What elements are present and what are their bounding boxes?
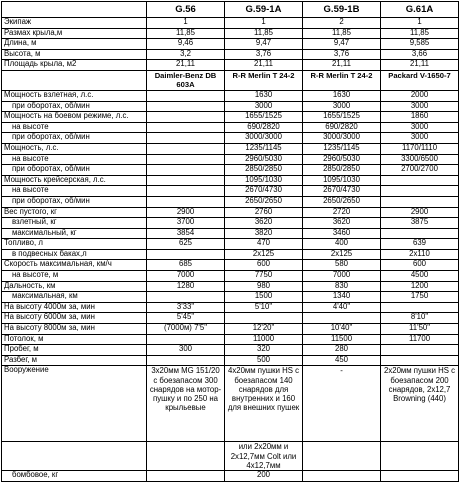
table-cell: 3820 (225, 228, 303, 239)
table-cell: 1630 (225, 90, 303, 101)
table-row (2, 165, 459, 176)
table-cell: 11,85 (303, 28, 381, 39)
table-cell: 8'10" (381, 313, 459, 324)
table-cell: 3,76 (303, 49, 381, 60)
table-cell: 3,2 (147, 49, 225, 60)
table-row (2, 345, 459, 356)
row-label: при оборотах, об/мин (2, 196, 147, 207)
row-label: Вооружение (2, 366, 147, 442)
table-cell: 3,66 (381, 49, 459, 60)
row-label: Топливо, л (2, 239, 147, 250)
table-cell (147, 334, 225, 345)
table-cell: 300 (147, 345, 225, 356)
table-cell: 21,11 (303, 60, 381, 71)
table-cell: 9,47 (225, 39, 303, 50)
table-cell: 580 (303, 260, 381, 271)
row-label: Экипаж (2, 18, 147, 29)
table-cell: 11700 (381, 334, 459, 345)
table-cell: R-R Merlin T 24-2 (303, 70, 381, 90)
table-cell: 2900 (381, 207, 459, 218)
row-label: Потолок, м (2, 334, 147, 345)
table-row (2, 175, 459, 186)
table-cell (147, 133, 225, 144)
row-label: в подвесных баках,л (2, 249, 147, 260)
row-label: на высоте (2, 122, 147, 133)
table-cell: 2 (303, 18, 381, 29)
table-cell (147, 122, 225, 133)
table-cell: 1 (147, 18, 225, 29)
table-cell (147, 154, 225, 165)
table-cell: 2700/2700 (381, 165, 459, 176)
table-cell: 830 (303, 281, 381, 292)
table-cell: 280 (303, 345, 381, 356)
row-label: Мощность на боевом режиме, л.с. (2, 112, 147, 123)
table-cell (381, 196, 459, 207)
table-cell: 2670/4730 (225, 186, 303, 197)
table-cell: 1630 (303, 90, 381, 101)
table-cell (381, 345, 459, 356)
table-cell: 9,47 (303, 39, 381, 50)
table-cell: 3875 (381, 218, 459, 229)
table-cell: 9,585 (381, 39, 459, 50)
row-label: Мощность взлетная, л.с. (2, 90, 147, 101)
table-row (2, 442, 459, 471)
table-row (2, 133, 459, 144)
row-label: максимальная, км (2, 292, 147, 303)
table-cell: 685 (147, 260, 225, 271)
table-cell: 10'40" (303, 324, 381, 335)
table-cell: 3700 (147, 218, 225, 229)
table-cell (381, 355, 459, 366)
header-cell (2, 2, 147, 18)
row-label: Мощность крейсерская, л.с. (2, 175, 147, 186)
table-cell: 600 (381, 260, 459, 271)
table-cell: 3000 (303, 101, 381, 112)
table-cell: 320 (225, 345, 303, 356)
table-row (2, 366, 459, 442)
table-cell: 200 (225, 471, 303, 482)
table-row (2, 122, 459, 133)
table-cell: - (303, 366, 381, 442)
table-cell: 1235/1145 (225, 143, 303, 154)
row-label: на высоте (2, 154, 147, 165)
table-row (2, 249, 459, 260)
table-cell: 3000 (381, 101, 459, 112)
table-cell (147, 101, 225, 112)
table-cell (147, 471, 225, 482)
row-label: Разбег, м (2, 355, 147, 366)
table-cell: 11,85 (225, 28, 303, 39)
row-label: при оборотах, об/мин (2, 133, 147, 144)
table-cell: 7750 (225, 271, 303, 282)
table-cell: 3854 (147, 228, 225, 239)
table-cell: 1095/1030 (225, 175, 303, 186)
table-cell: 1200 (381, 281, 459, 292)
table-cell: 3000 (381, 122, 459, 133)
table-cell (147, 165, 225, 176)
table-cell: 690/2820 (225, 122, 303, 133)
table-cell: 400 (303, 239, 381, 250)
table-cell (225, 313, 303, 324)
table-cell (147, 196, 225, 207)
table-cell: 5'45" (147, 313, 225, 324)
row-label: Мощность, л.с. (2, 143, 147, 154)
table-row (2, 355, 459, 366)
table-cell (303, 313, 381, 324)
table-cell (147, 292, 225, 303)
table-row (2, 101, 459, 112)
table-cell: 450 (303, 355, 381, 366)
table-cell: 2650/2650 (303, 196, 381, 207)
table-cell: 3620 (225, 218, 303, 229)
table-cell: 2720 (303, 207, 381, 218)
table-row (2, 334, 459, 345)
table-cell (147, 249, 225, 260)
table-cell (147, 112, 225, 123)
table-cell: 1 (225, 18, 303, 29)
table-cell: 2x125 (303, 249, 381, 260)
row-label: Площадь крыла, м2 (2, 60, 147, 71)
table-cell: (7000м) 7'5" (147, 324, 225, 335)
table-cell (381, 442, 459, 471)
row-label: На высоту 8000м за, мин (2, 324, 147, 335)
table-row (2, 49, 459, 60)
table-row (2, 207, 459, 218)
row-label: Длина, м (2, 39, 147, 50)
table-cell: 2960/5030 (303, 154, 381, 165)
table-cell: 500 (225, 355, 303, 366)
table-row (2, 90, 459, 101)
table-row (2, 60, 459, 71)
row-label: на высоте (2, 186, 147, 197)
table-cell (381, 471, 459, 482)
row-label: Скорость максимальная, км/ч (2, 260, 147, 271)
table-row (2, 471, 459, 482)
table-cell: 2x20мм пушки HS с боезапасом 200 снарядов, 2x12,7 Browning (440) (381, 366, 459, 442)
table-cell: 21,11 (381, 60, 459, 71)
table-cell: 1235/1145 (303, 143, 381, 154)
spec-table-page (0, 1, 459, 501)
row-label: Вес пустого, кг (2, 207, 147, 218)
table-row (2, 292, 459, 303)
row-label: Пробег, м (2, 345, 147, 356)
table-cell: 11000 (225, 334, 303, 345)
table-cell: 2670/4730 (303, 186, 381, 197)
table-cell: Packard V-1650-7 (381, 70, 459, 90)
table-cell (147, 355, 225, 366)
row-label: Размах крыла,м (2, 28, 147, 39)
table-row (2, 271, 459, 282)
table-cell: 1500 (225, 292, 303, 303)
table-cell: 4x20мм пушки HS с боезапасом 140 снарядов для внутренних и 160 для внешних пушек (225, 366, 303, 442)
table-row (2, 39, 459, 50)
table-cell: 11,85 (147, 28, 225, 39)
table-cell: 3,76 (225, 49, 303, 60)
row-label: при оборотах, об/мин (2, 165, 147, 176)
aircraft-spec-table (1, 1, 459, 482)
table-cell: R-R Merlin T 24-2 (225, 70, 303, 90)
table-row (2, 281, 459, 292)
row-label (2, 70, 147, 90)
table-row (2, 28, 459, 39)
table-row (2, 196, 459, 207)
table-cell: 1280 (147, 281, 225, 292)
table-cell: 4'40" (303, 302, 381, 313)
table-cell: 1095/1030 (303, 175, 381, 186)
table-cell: 2x110 (381, 249, 459, 260)
table-cell: или 2x20мм и 2x12,7мм Colt или 4x12,7мм (225, 442, 303, 471)
table-cell (147, 175, 225, 186)
table-cell: 1170/1110 (381, 143, 459, 154)
table-cell: 2960/5030 (225, 154, 303, 165)
table-cell (381, 186, 459, 197)
table-cell: 600 (225, 260, 303, 271)
row-label: бомбовое, кг (2, 471, 147, 482)
header-cell-g59-1a: G.59-1A (225, 2, 303, 18)
table-row (2, 228, 459, 239)
table-cell: 1655/1525 (225, 112, 303, 123)
table-row (2, 154, 459, 165)
table-cell: 3000/3000 (303, 133, 381, 144)
table-cell: 2850/2850 (225, 165, 303, 176)
header-cell-g56: G.56 (147, 2, 225, 18)
header-cell-g61a: G.61A (381, 2, 459, 18)
table-row (2, 218, 459, 229)
table-cell (147, 442, 225, 471)
table-cell (303, 471, 381, 482)
table-cell: 3000 (381, 133, 459, 144)
table-cell: 1655/1525 (303, 112, 381, 123)
row-label: при оборотах, об/мин (2, 101, 147, 112)
table-cell: 1340 (303, 292, 381, 303)
table-cell: 1860 (381, 112, 459, 123)
table-cell (147, 186, 225, 197)
table-cell: 7000 (303, 271, 381, 282)
header-cell-g59-1b: G.59-1B (303, 2, 381, 18)
row-label: взлетный, кг (2, 218, 147, 229)
table-cell: 21,11 (225, 60, 303, 71)
table-cell: 4500 (381, 271, 459, 282)
table-row (2, 18, 459, 29)
table-cell: 21,11 (147, 60, 225, 71)
header-row (2, 2, 459, 18)
table-cell: 1750 (381, 292, 459, 303)
table-cell: 12'20" (225, 324, 303, 335)
table-cell: 2x125 (225, 249, 303, 260)
row-label: На высоту 6000м за, мин (2, 313, 147, 324)
table-cell: 470 (225, 239, 303, 250)
table-row (2, 70, 459, 90)
table-cell: 625 (147, 239, 225, 250)
table-cell (303, 442, 381, 471)
table-cell (147, 143, 225, 154)
table-cell: 639 (381, 239, 459, 250)
table-cell: 2850/2850 (303, 165, 381, 176)
table-cell (381, 175, 459, 186)
table-cell: 9,46 (147, 39, 225, 50)
row-label (2, 442, 147, 471)
table-cell: 2760 (225, 207, 303, 218)
table-row (2, 239, 459, 250)
table-cell: 2650/2650 (225, 196, 303, 207)
table-cell: 690/2820 (303, 122, 381, 133)
table-cell: 2000 (381, 90, 459, 101)
row-label: на высоте, м (2, 271, 147, 282)
table-cell: 3460 (303, 228, 381, 239)
table-row (2, 112, 459, 123)
table-cell: 5'10" (225, 302, 303, 313)
table-cell: 2900 (147, 207, 225, 218)
table-row (2, 324, 459, 335)
table-cell: Daimler-Benz DB 603A (147, 70, 225, 90)
table-cell: 3x20мм MG 151/20 с боезапасом 300 снарядов на мотор-пушку и по 250 на крыльевые (147, 366, 225, 442)
table-cell: 3000/3000 (225, 133, 303, 144)
table-row (2, 186, 459, 197)
row-label: На высоту 4000м за, мин (2, 302, 147, 313)
row-label: Высота, м (2, 49, 147, 60)
table-cell (381, 302, 459, 313)
table-cell (147, 90, 225, 101)
table-cell: 11500 (303, 334, 381, 345)
table-cell: 11,85 (381, 28, 459, 39)
row-label: максимальный, кг (2, 228, 147, 239)
table-row (2, 260, 459, 271)
table-cell: 3'33" (147, 302, 225, 313)
table-row (2, 313, 459, 324)
table-cell (381, 228, 459, 239)
table-row (2, 302, 459, 313)
row-label: Дальность, км (2, 281, 147, 292)
table-cell: 3300/6500 (381, 154, 459, 165)
table-cell: 3000 (225, 101, 303, 112)
table-cell: 980 (225, 281, 303, 292)
table-cell: 7000 (147, 271, 225, 282)
table-cell: 1 (381, 18, 459, 29)
table-cell: 11'50" (381, 324, 459, 335)
table-row (2, 143, 459, 154)
table-cell: 3620 (303, 218, 381, 229)
